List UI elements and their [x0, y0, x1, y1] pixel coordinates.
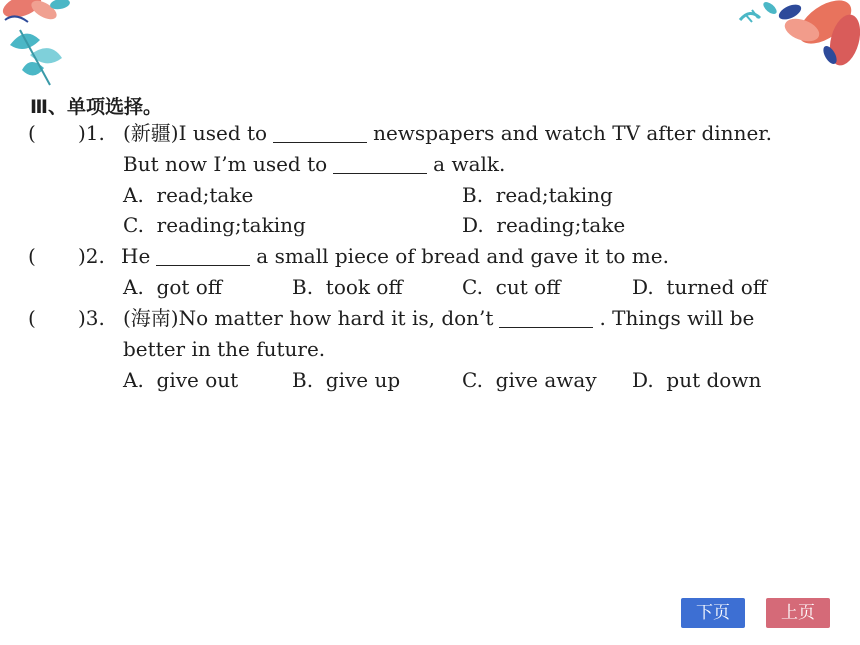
floral-decoration-top-left: [0, 0, 90, 95]
question-number: )1.: [78, 121, 105, 145]
question-number: )2.: [78, 244, 105, 268]
option-b: B. read;taking: [462, 183, 613, 207]
floral-decoration-top-right: [730, 0, 860, 70]
option-d: D. reading;take: [462, 213, 626, 237]
section-heading: Ⅲ、单项选择。: [30, 96, 162, 118]
answer-blank: [499, 309, 593, 328]
question-1-line-1: (新疆)I used to newspapers and watch TV after dinner.: [123, 121, 772, 145]
option-d: D. turned off: [632, 275, 768, 299]
option-d: D. put down: [632, 368, 762, 392]
answer-blank: [156, 247, 250, 266]
next-page-button[interactable]: 下页: [681, 598, 745, 628]
option-c: C. cut off: [462, 275, 561, 299]
question-source: (海南): [123, 306, 179, 330]
previous-page-button[interactable]: 上页: [766, 598, 830, 628]
option-b: B. give up: [292, 368, 401, 392]
question-3-line-1: (海南)No matter how hard it is, don’t . Things will be: [123, 306, 755, 330]
question-2-line-1: He a small piece of bread and gave it to me.: [121, 244, 669, 268]
option-a: A. give out: [123, 368, 239, 392]
question-3-line-2: better in the future.: [123, 337, 326, 361]
question-1-line-2: But now I’m used to a walk.: [123, 152, 506, 176]
answer-blank: [333, 155, 427, 174]
answer-paren-open: (: [28, 244, 36, 268]
answer-paren-open: (: [28, 306, 36, 330]
option-c: C. reading;taking: [123, 213, 306, 237]
answer-paren-open: (: [28, 121, 36, 145]
answer-blank: [273, 124, 367, 143]
option-c: C. give away: [462, 368, 597, 392]
question-number: )3.: [78, 306, 105, 330]
option-a: A. got off: [123, 275, 223, 299]
option-a: A. read;take: [123, 183, 254, 207]
question-source: (新疆): [123, 121, 179, 145]
option-b: B. took off: [292, 275, 403, 299]
